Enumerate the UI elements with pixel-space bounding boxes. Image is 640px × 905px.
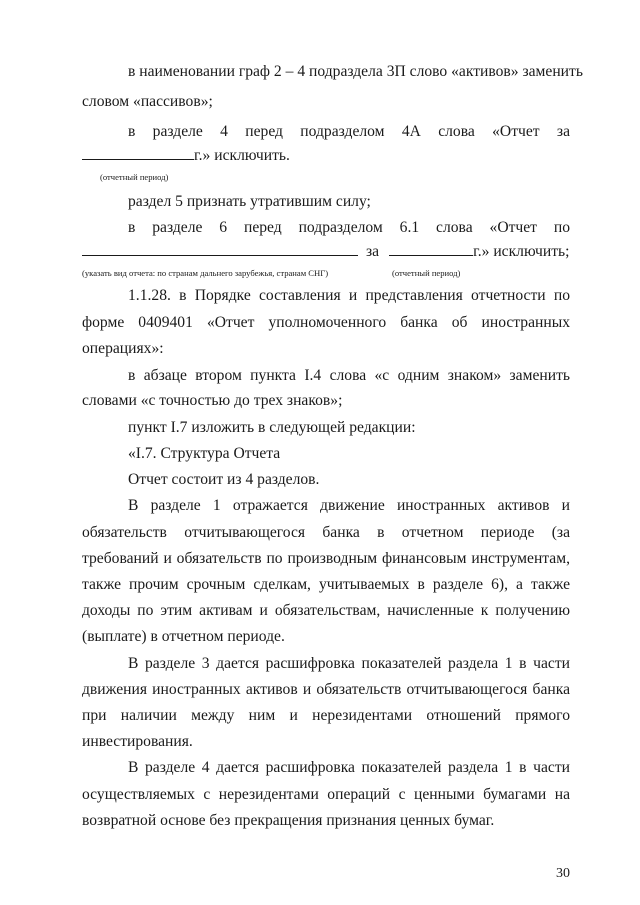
text-line: «I.7. Структура Отчета — [128, 445, 281, 462]
text-line: возвратной основе без прекращения признания ценных бумаг. — [82, 812, 495, 829]
text-line: 1.1.28. в Порядке составления и представления отчетности по — [128, 287, 570, 304]
text-line: в абзаце втором пункта I.4 слова «с одним знаком» заменить — [128, 367, 570, 384]
text-line: пункт I.7 изложить в следующей редакции: — [128, 419, 416, 436]
text-line: также прочим срочным сделкам, учитываемых в разделе 6), а также — [82, 576, 570, 593]
text-line-with-blanks: за г.» исключить; — [82, 242, 570, 262]
field-caption: (отчетный период) — [392, 268, 461, 278]
text-line: В разделе 3 дается расшифровка показателей раздела 1 в части — [128, 655, 570, 672]
text-line: В разделе 1 отражается движение иностранных активов и — [128, 497, 570, 514]
text-line: осуществляемых с нерезидентами операций с ценными бумагами на — [82, 786, 570, 803]
text-line: Отчет состоит из 4 разделов. — [128, 471, 320, 488]
text-line: операциях»: — [82, 340, 164, 357]
field-caption: (отчетный период) — [100, 172, 169, 182]
page-number: 30 — [556, 866, 570, 881]
text-line: в разделе 6 перед подразделом 6.1 слова «Отчет по — [128, 219, 570, 236]
text-line: (выплате) в отчетном периоде. — [82, 628, 285, 645]
fill-in-blank — [82, 242, 358, 256]
text-line: требований и обязательств по производным финансовым инструментам, — [82, 550, 570, 567]
text-line: В разделе 4 дается расшифровка показателей раздела 1 в части — [128, 759, 570, 776]
text-line-with-blank: г.» исключить. — [82, 146, 570, 166]
text-line: словом «пассивов»; — [82, 93, 213, 110]
text-line: движения иностранных активов и обязательств отчитывающегося банка — [82, 681, 570, 698]
text-line: обязательств отчитывающегося банка в отчетном периоде (за — [82, 524, 570, 541]
fill-in-blank — [82, 146, 194, 160]
text-line: форме 0409401 «Отчет уполномоченного банка об иностранных — [82, 314, 570, 331]
field-caption: (указать вид отчета: по странам дальнего зарубежья, странам СНГ) — [82, 268, 329, 278]
text-line: доходы по этим активам и обязательствам, начисленные к получению — [82, 602, 570, 619]
text-line: в наименовании граф 2 – 4 подраздела 3П слово «активов» заменить — [128, 63, 583, 80]
text-line: словами «с точностью до трех знаков»; — [82, 392, 343, 409]
text-line: раздел 5 признать утратившим силу; — [128, 193, 371, 210]
text-line: в разделе 4 перед подразделом 4А слова «Отчет за — [128, 123, 570, 140]
fill-in-blank — [389, 242, 473, 256]
text-line: инвестирования. — [82, 733, 193, 750]
text-line: при наличии между ним и нерезидентами отношений прямого — [82, 707, 570, 724]
